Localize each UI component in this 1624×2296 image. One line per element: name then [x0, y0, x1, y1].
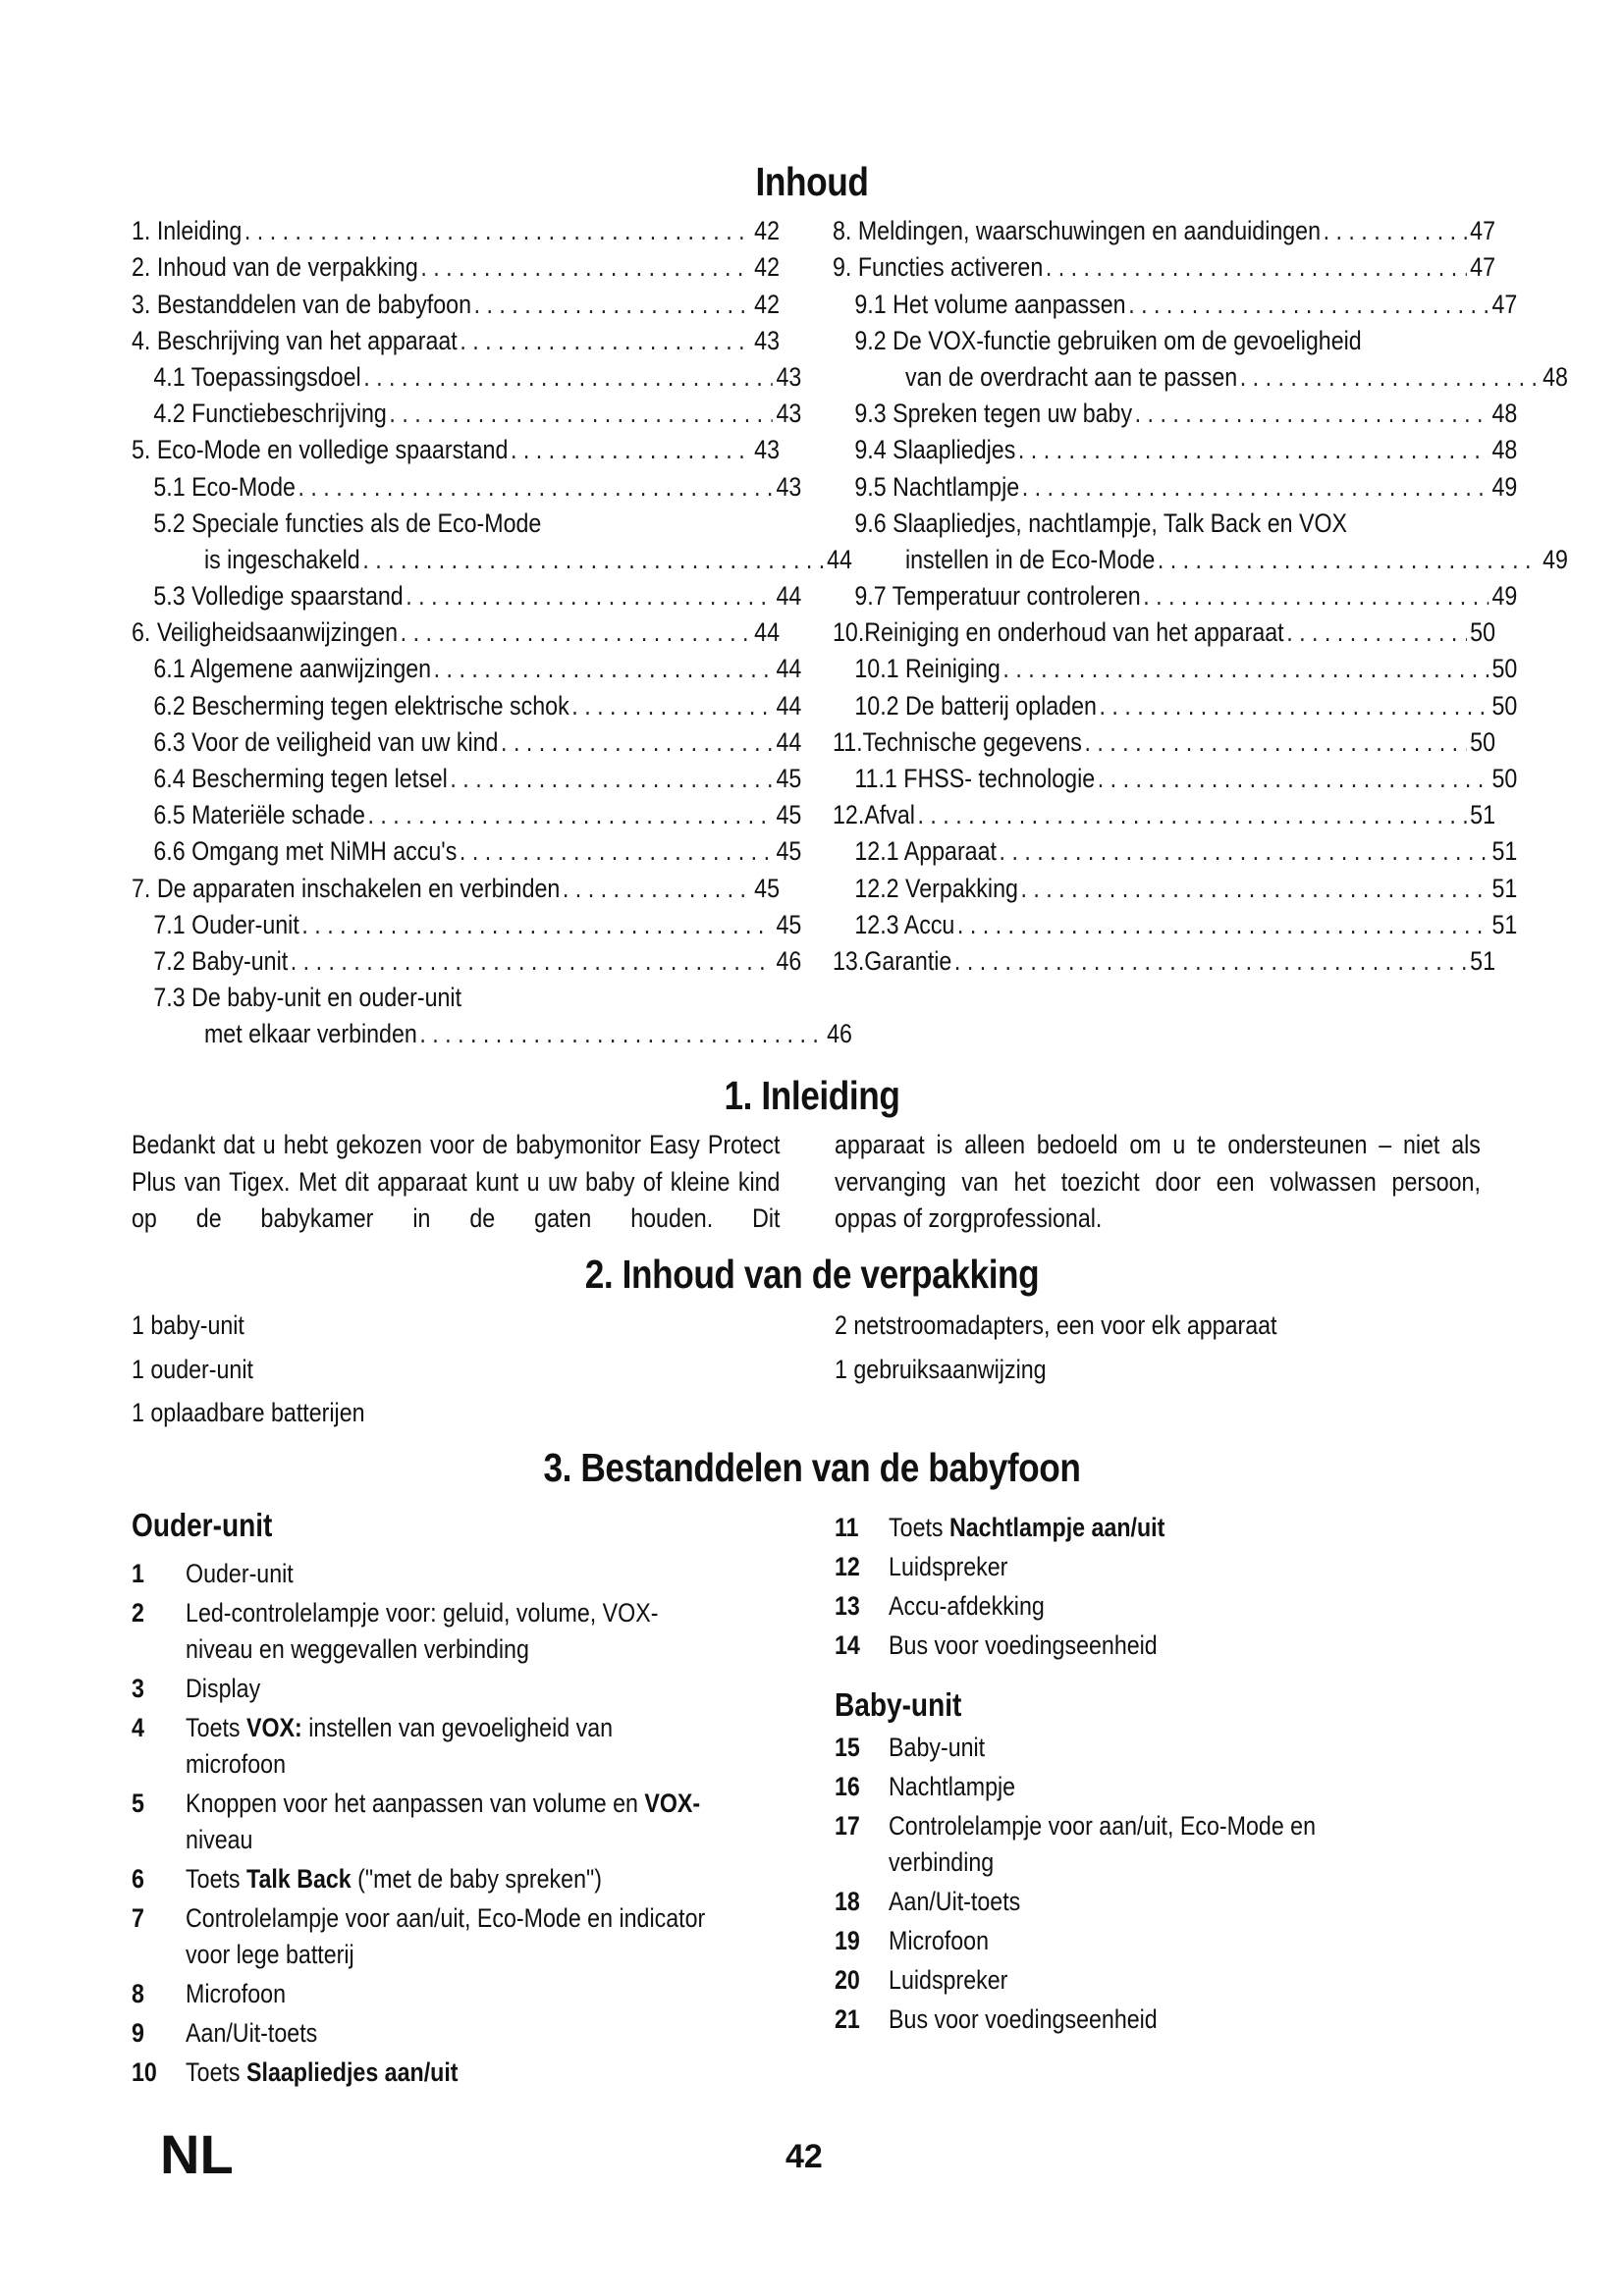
toc-entry-text: 9.6 Slaapliedjes, nachtlampje, Talk Back en VOX [854, 507, 1348, 538]
toc-entry [833, 614, 1495, 651]
package-list-right [835, 1304, 1276, 1391]
part-text-suffix: instellen van gevoeligheid van microfoon [186, 1713, 614, 1779]
toc-entry-text: 5. Eco-Mode en volledige spaarstand [132, 435, 509, 465]
toc-entry [132, 323, 780, 359]
part-number: 10 [132, 2057, 157, 2087]
toc-entry-text: 10.Reiniging en onderhoud van het apparaat [833, 617, 1284, 648]
part-item [132, 1900, 714, 1973]
toc-entry-text: 12.3 Accu [854, 909, 955, 939]
part-number: 9 [132, 2018, 144, 2048]
part-description [186, 1595, 714, 1668]
toc-entry-text: 6.6 Omgang met NiMH accu's [153, 836, 458, 867]
part-number: 14 [835, 1630, 860, 1660]
part-text: Baby-unit [889, 1733, 986, 1762]
parent-unit-heading: Ouder-unit [132, 1507, 273, 1543]
part-description [186, 1710, 714, 1783]
toc-leader-dots [498, 724, 773, 761]
part-number: 20 [835, 1965, 860, 1995]
toc-entry [833, 542, 1568, 578]
toc-entry [833, 943, 1495, 980]
toc-leader-dots [417, 1016, 824, 1052]
part-item [132, 1671, 714, 1707]
part-item [835, 1549, 1409, 1585]
part-text-bold: VOX: [246, 1713, 302, 1742]
part-text: Bus voor voedingseenheid [889, 1630, 1158, 1660]
part-number: 19 [835, 1926, 860, 1955]
toc-entry [833, 578, 1517, 614]
toc-leader-dots [404, 578, 773, 614]
toc-leader-dots [1095, 761, 1489, 797]
toc-leader-dots [387, 396, 773, 432]
list-item: 1 baby-unit [132, 1310, 244, 1340]
toc-entry [132, 797, 801, 833]
part-description [186, 1976, 714, 2012]
toc-entry-text: 6.3 Voor de veiligheid van uw kind [153, 726, 499, 757]
part-text-bold: Talk Back [246, 1864, 352, 1894]
language-code: NL [160, 2123, 234, 2185]
toc-leader-dots [1015, 432, 1489, 468]
toc-entry-text: 7.3 De baby-unit en ouder-unit [153, 983, 462, 1013]
toc-entry-text: 4. Beschrijving van het apparaat [132, 325, 458, 355]
package-list-left [132, 1304, 365, 1435]
toc-entry-text: 10.1 Reiniging [854, 654, 1001, 684]
toc-entry-page: 51 [1491, 909, 1518, 939]
toc-entry [132, 651, 801, 687]
toc-entry-page: 50 [1491, 764, 1518, 793]
part-item [132, 1861, 714, 1897]
toc-leader-dots [471, 287, 751, 323]
toc-entry [132, 396, 801, 432]
toc-entry-text: instellen in de Eco-Mode [904, 544, 1156, 574]
part-item [835, 1730, 1409, 1766]
toc-entry [132, 614, 780, 651]
part-text: Ouder-unit [186, 1559, 294, 1588]
toc-entry [833, 761, 1517, 797]
toc-entry-page: 51 [1470, 945, 1495, 976]
toc-entry-text: 12.Afval [833, 800, 915, 830]
section-1-left-text: Bedankt dat u hebt gekozen voor de babymonitor Easy Protect Plus van Tigex. Met dit apparaat kunt u uw baby of kleine kind op de babykamer in de gaten houden. Dit [132, 1130, 781, 1233]
part-number: 3 [132, 1674, 144, 1703]
toc-entry-text: 6.1 Algemene aanwijzingen [153, 654, 432, 684]
toc-entry [833, 359, 1568, 396]
baby-unit-parts [835, 1730, 1409, 2041]
part-description [889, 1588, 1409, 1625]
toc-entry [833, 432, 1517, 468]
toc-entry-text: 12.1 Apparaat [854, 836, 997, 867]
part-number: 1 [132, 1559, 144, 1588]
part-item [132, 1556, 714, 1592]
toc-entry-text: 9.1 Het volume aanpassen [854, 289, 1126, 319]
section-1-right-text: apparaat is alleen bedoeld om u te ondersteunen – niet als vervanging van het toezicht door een volwassen persoon, oppas of zorgprofessional. [835, 1130, 1481, 1233]
part-text: Display [186, 1674, 261, 1703]
section-2-title: 2. Inhoud van de verpakking [584, 1252, 1040, 1297]
toc-leader-dots [448, 761, 773, 797]
part-item [835, 1923, 1409, 1959]
part-description [186, 1900, 714, 1973]
toc-leader-dots [1001, 651, 1489, 687]
part-description [889, 1628, 1409, 1664]
part-description [186, 1786, 714, 1858]
toc-entry-page: 45 [776, 764, 802, 793]
part-number: 6 [132, 1864, 144, 1894]
toc-entry-page: 42 [754, 289, 780, 319]
toc-entry-page: 46 [776, 945, 802, 976]
toc-entry [833, 797, 1495, 833]
toc-entry-text: 7.1 Ouder-unit [153, 909, 299, 939]
toc-entry-page: 43 [776, 361, 802, 392]
toc-entry-page: 49 [1491, 471, 1518, 502]
part-text: Knoppen voor het aanpassen van volume en [186, 1789, 645, 1818]
toc-entry-text: 7. De apparaten inschakelen en verbinden [132, 873, 561, 903]
toc-leader-dots [1132, 396, 1489, 432]
part-item [835, 1769, 1409, 1805]
toc-leader-dots [997, 833, 1489, 870]
part-number: 17 [835, 1811, 860, 1841]
toc-leader-dots [1284, 614, 1467, 651]
part-item [132, 1710, 714, 1783]
part-text: Controlelampje voor aan/uit, Eco-Mode en indicator voor lege batterij [186, 1903, 706, 1969]
toc-entry-text: van de overdracht aan te passen [904, 361, 1238, 392]
toc-entry [132, 870, 780, 906]
toc-entry [132, 761, 801, 797]
toc-entry-text: 3. Bestanddelen van de babyfoon [132, 289, 472, 319]
part-text: Toets [186, 2057, 247, 2087]
section-3-title: 3. Bestanddelen van de babyfoon [543, 1445, 1081, 1490]
part-text-suffix: ("met de baby spreken") [351, 1864, 602, 1894]
toc-entry-text: is ingeschakeld [203, 544, 360, 574]
toc-entry-page: 43 [776, 399, 802, 429]
part-item [835, 1808, 1409, 1881]
part-description [889, 1962, 1409, 1999]
toc-entry [132, 1016, 852, 1052]
toc-entry-page: 44 [827, 544, 852, 574]
toc-entry [132, 980, 801, 1016]
part-number: 15 [835, 1733, 860, 1762]
toc-entry-page: 44 [776, 690, 802, 721]
toc-entry-text: 9.4 Slaapliedjes [854, 435, 1016, 465]
toc-entry [833, 396, 1517, 432]
toc-right-column [833, 213, 1568, 980]
toc-leader-dots [508, 432, 750, 468]
toc-entry [132, 432, 780, 468]
toc-entry-text: 4.2 Functiebeschrijving [153, 399, 387, 429]
toc-leader-dots [1019, 469, 1489, 506]
toc-entry-text: 5.3 Volledige spaarstand [153, 581, 404, 612]
toc-leader-dots [1321, 213, 1467, 249]
part-text: Toets [889, 1513, 950, 1542]
toc-entry [833, 833, 1517, 870]
baby-unit-heading: Baby-unit [835, 1686, 962, 1723]
toc-entry-page: 44 [754, 617, 780, 648]
toc-entry-text: 6.5 Materiële schade [153, 800, 365, 830]
part-text: Controlelampje voor aan/uit, Eco-Mode en verbinding [889, 1811, 1317, 1877]
toc-leader-dots [242, 213, 750, 249]
part-text: Led-controlelampje voor: geluid, volume, VOX-niveau en weggevallen verbinding [186, 1598, 659, 1664]
toc-entry [132, 943, 801, 980]
part-text: Aan/Uit-toets [889, 1887, 1021, 1916]
toc-leader-dots [1043, 249, 1466, 286]
toc-leader-dots [569, 688, 773, 724]
toc-entry-page: 46 [827, 1019, 852, 1049]
part-item [835, 1884, 1409, 1920]
toc-entry-text: 7.2 Baby-unit [153, 945, 289, 976]
part-text: Accu-afdekking [889, 1591, 1045, 1621]
toc-entry-page: 45 [776, 909, 802, 939]
toc-entry-text: 5.2 Speciale functies als de Eco-Mode [153, 507, 542, 538]
toc-leader-dots [560, 871, 750, 907]
part-number: 7 [132, 1903, 144, 1933]
toc-entry-text: 10.2 De batterij opladen [854, 690, 1097, 721]
toc-entry [132, 359, 801, 396]
part-text: Microfoon [889, 1926, 989, 1955]
toc-entry-page: 45 [754, 873, 780, 903]
part-description [889, 1730, 1409, 1766]
toc-leader-dots [418, 249, 751, 286]
toc-entry [132, 724, 801, 761]
toc-entry-page: 44 [776, 654, 802, 684]
toc-entry-page: 43 [754, 325, 780, 355]
toc-leader-dots [458, 323, 751, 359]
toc-entry-page: 51 [1491, 873, 1518, 903]
toc-entry [833, 286, 1517, 322]
part-item [132, 1595, 714, 1668]
part-item [835, 1588, 1409, 1625]
toc-title: Inhoud [755, 159, 869, 204]
toc-entry-page: 50 [1470, 617, 1495, 648]
part-description [889, 1769, 1409, 1805]
part-item [835, 2002, 1409, 2038]
toc-entry-text: 6.4 Bescherming tegen letsel [153, 764, 448, 793]
toc-entry [132, 249, 780, 286]
toc-entry-text: 9.2 De VOX-functie gebruiken om de gevoeligheid [854, 325, 1362, 355]
toc-entry-text: 6.2 Bescherming tegen elektrische schok [153, 690, 569, 721]
toc-entry-page: 51 [1470, 800, 1495, 830]
toc-entry [833, 651, 1517, 687]
part-text: Nachtlampje [889, 1772, 1016, 1801]
toc-entry-page: 47 [1491, 289, 1518, 319]
toc-entry [132, 542, 852, 578]
part-item [835, 1628, 1409, 1664]
toc-entry-text: 5.1 Eco-Mode [153, 471, 296, 502]
part-description [186, 2055, 714, 2091]
part-number: 4 [132, 1713, 144, 1742]
toc-leader-dots [361, 359, 773, 396]
toc-entry [833, 870, 1517, 906]
list-item: 1 oplaadbare batterijen [132, 1398, 365, 1428]
part-description [186, 1671, 714, 1707]
part-number: 16 [835, 1772, 860, 1801]
toc-leader-dots [360, 542, 824, 578]
toc-entry [833, 468, 1517, 505]
toc-entry-text: 9.7 Temperatuur controleren [854, 581, 1141, 612]
toc-entry-text: 2. Inhoud van de verpakking [132, 252, 418, 283]
toc-entry-text: 9.5 Nachtlampje [854, 471, 1020, 502]
toc-entry-page: 50 [1491, 654, 1518, 684]
part-description [186, 1556, 714, 1592]
toc-entry-page: 50 [1470, 726, 1495, 757]
toc-entry [132, 468, 801, 505]
part-number: 18 [835, 1887, 860, 1916]
toc-leader-dots [954, 907, 1489, 943]
toc-entry-page: 42 [754, 216, 780, 246]
part-number: 11 [835, 1513, 859, 1542]
toc-leader-dots [1097, 688, 1489, 724]
part-description [889, 1884, 1409, 1920]
toc-leader-dots [457, 833, 773, 870]
toc-leader-dots [1126, 287, 1489, 323]
part-item [835, 1510, 1409, 1546]
toc-entry-page: 47 [1470, 216, 1495, 246]
toc-entry-page: 48 [1543, 361, 1568, 392]
toc-leader-dots [398, 614, 751, 651]
toc-entry [833, 323, 1517, 359]
toc-leader-dots [1082, 724, 1467, 761]
section-1-title: 1. Inleiding [724, 1073, 900, 1118]
toc-leader-dots [1141, 578, 1489, 614]
toc-entry [132, 286, 780, 322]
toc-leader-dots [1018, 871, 1489, 907]
list-item: 2 netstroomadapters, een voor elk apparaat [835, 1310, 1277, 1340]
toc-entry [833, 907, 1517, 943]
toc-entry-text: met elkaar verbinden [203, 1019, 417, 1049]
toc-entry [833, 213, 1495, 249]
part-number: 12 [835, 1552, 860, 1581]
toc-entry-page: 44 [776, 726, 802, 757]
toc-entry-text: 11.1 FHSS- technologie [854, 764, 1096, 793]
part-text: Aan/Uit-toets [186, 2018, 318, 2048]
toc-entry-page: 49 [1491, 581, 1518, 612]
parent-unit-parts [132, 1556, 714, 2094]
toc-entry [833, 724, 1495, 761]
part-description [889, 1808, 1409, 1881]
part-number: 13 [835, 1591, 860, 1621]
part-text: Bus voor voedingseenheid [889, 2004, 1158, 2034]
part-number: 2 [132, 1598, 144, 1628]
part-text-bold: Slaapliedjes aan/uit [246, 2057, 459, 2087]
toc-entry-text: 12.2 Verpakking [854, 873, 1018, 903]
toc-entry-text: 1. Inleiding [132, 216, 243, 246]
toc-entry-page: 45 [776, 836, 802, 867]
part-text-bold: VOX- [644, 1789, 701, 1818]
toc-entry-page: 43 [776, 471, 802, 502]
part-item [132, 1786, 714, 1858]
toc-entry-text: 11.Technische gegevens [833, 726, 1082, 757]
page-number: 42 [785, 2138, 823, 2175]
part-description [889, 2002, 1409, 2038]
list-item: 1 ouder-unit [132, 1354, 253, 1384]
part-description [186, 1861, 714, 1897]
toc-leader-dots [296, 469, 773, 506]
toc-leader-dots [1155, 542, 1539, 578]
part-text: Luidspreker [889, 1965, 1008, 1995]
toc-entry [833, 687, 1517, 723]
toc-entry-page: 43 [754, 435, 780, 465]
part-item [835, 1962, 1409, 1999]
toc-entry [132, 578, 801, 614]
part-number: 8 [132, 1979, 144, 2008]
toc-entry-text: 4.1 Toepassingsdoel [153, 361, 361, 392]
toc-entry-text: 13.Garantie [833, 945, 952, 976]
toc-entry [132, 687, 801, 723]
part-item [132, 1976, 714, 2012]
toc-entry-text: 8. Meldingen, waarschuwingen en aanduidingen [833, 216, 1322, 246]
part-description [889, 1510, 1409, 1546]
toc-entry-page: 42 [754, 252, 780, 283]
toc-entry-page: 48 [1491, 399, 1518, 429]
list-item: 1 gebruiksaanwijzing [835, 1354, 1047, 1384]
toc-entry [132, 907, 801, 943]
toc-entry-text: 9.3 Spreken tegen uw baby [854, 399, 1133, 429]
toc-leader-dots [1237, 359, 1539, 396]
toc-entry-page: 47 [1470, 252, 1495, 283]
part-text: Luidspreker [889, 1552, 1008, 1581]
toc-entry-page: 51 [1491, 836, 1518, 867]
toc-entry-page: 45 [776, 800, 802, 830]
toc-entry [132, 833, 801, 870]
part-description [186, 2015, 714, 2052]
toc-entry-page: 48 [1491, 435, 1518, 465]
toc-entry-page: 49 [1543, 544, 1568, 574]
toc-entry-text: 6. Veiligheidsaanwijzingen [132, 617, 399, 648]
part-description [889, 1923, 1409, 1959]
part-item [132, 2015, 714, 2052]
part-number: 5 [132, 1789, 144, 1818]
toc-leader-dots [431, 651, 773, 687]
parent-unit-parts-continued [835, 1510, 1409, 1667]
toc-leader-dots [915, 797, 1467, 833]
toc-entry [833, 506, 1517, 542]
part-text-suffix: niveau [186, 1825, 253, 1854]
toc-leader-dots [365, 797, 773, 833]
toc-entry [132, 506, 801, 542]
toc-leader-dots [288, 943, 773, 980]
toc-leader-dots [951, 943, 1466, 980]
toc-entry-page: 50 [1491, 690, 1518, 721]
part-text: Toets [186, 1713, 247, 1742]
toc-entry [132, 213, 780, 249]
part-text: Microfoon [186, 1979, 286, 2008]
toc-entry-page: 44 [776, 581, 802, 612]
toc-leader-dots [299, 907, 773, 943]
part-description [889, 1549, 1409, 1585]
part-number: 21 [835, 2004, 860, 2034]
part-text-bold: Nachtlampje aan/uit [949, 1513, 1165, 1542]
toc-left-column [132, 213, 852, 1052]
part-text: Toets [186, 1864, 247, 1894]
part-item [132, 2055, 714, 2091]
toc-entry [833, 249, 1495, 286]
toc-entry-text: 9. Functies activeren [833, 252, 1044, 283]
